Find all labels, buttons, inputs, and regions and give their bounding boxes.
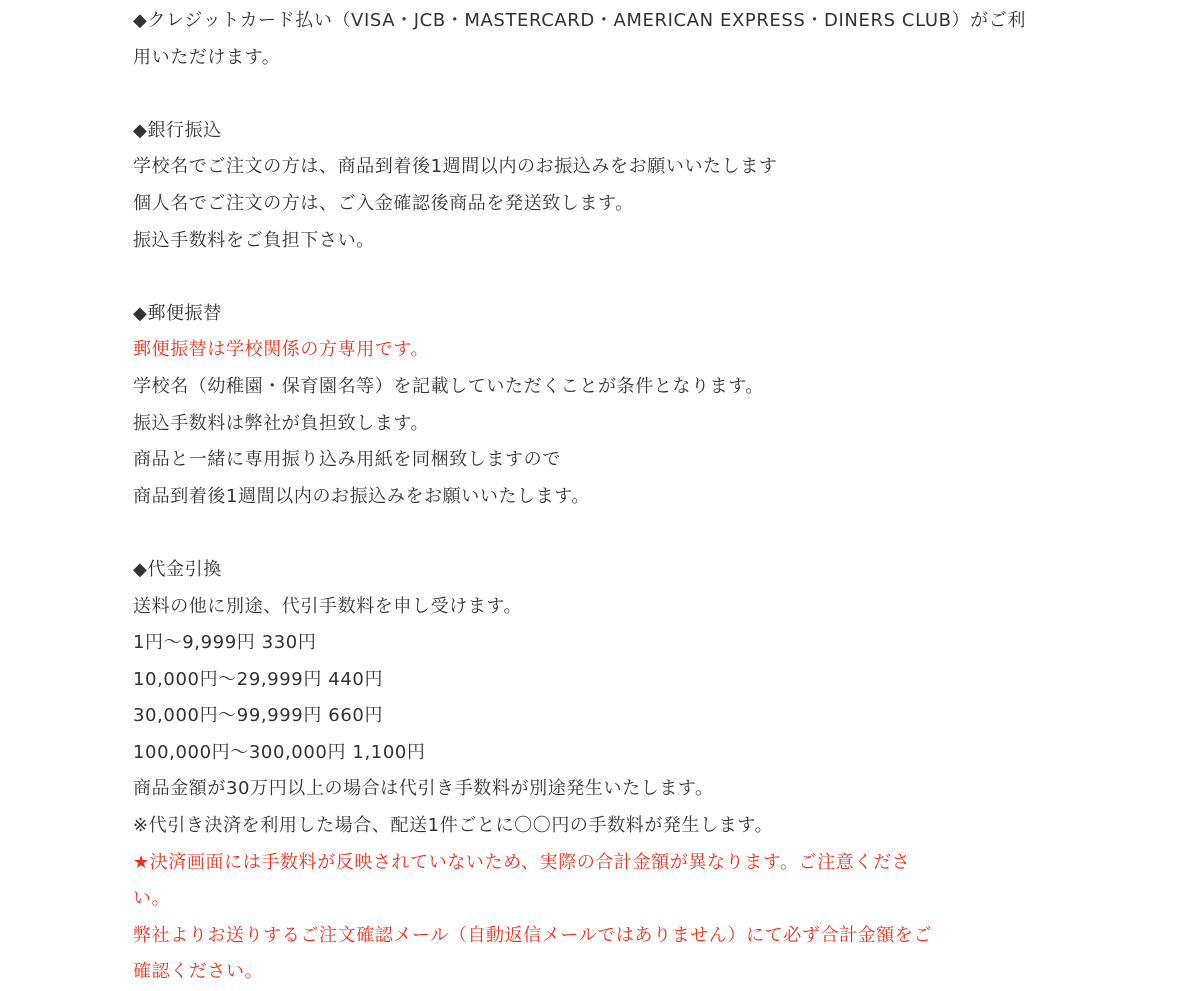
payment-methods-content bbox=[133, 3, 1033, 991]
bank-transfer-line: 学校名でご注文の方は、商品到着後1週間以内のお振込みをお願いいたします bbox=[133, 156, 778, 178]
cod-warning: 弊社よりお送りするご注文確認メール（自動返信メールではありません）にて必ず合計金額をご bbox=[133, 924, 933, 946]
bank-transfer-line: 個人名でご注文の方は、ご入金確認後商品を発送致します。 bbox=[133, 192, 634, 214]
postal-transfer-notice: 郵便振替は学校関係の方専用です。 bbox=[133, 339, 430, 361]
credit-card-text-line-1: ◆クレジットカード払い（VISA・JCB・MASTERCARD・AMERICAN EXPRESS・DINERS CLUB）がご利 bbox=[133, 10, 1026, 31]
cod-warning: 確認ください。 bbox=[133, 961, 264, 983]
cod-note: ※代引き決済を利用した場合、配送1件ごとに〇〇円の手数料が発生します。 bbox=[133, 815, 774, 837]
cod-fee-row: 1円〜9,999円 330円 bbox=[133, 632, 317, 654]
credit-card-text-line-2: 用いただけます。 bbox=[133, 46, 281, 68]
bank-transfer-heading: ◆銀行振込 bbox=[133, 119, 222, 141]
postal-transfer-line: 商品到着後1週間以内のお振込みをお願いいたします。 bbox=[133, 485, 591, 507]
bank-transfer-line: 振込手数料をご負担下さい。 bbox=[133, 229, 375, 251]
section-spacer bbox=[133, 515, 1033, 552]
cod-heading: ◆代金引換 bbox=[133, 558, 222, 580]
postal-transfer-line: 学校名（幼稚園・保育園名等）を記載していただくことが条件となります。 bbox=[133, 375, 764, 397]
cod-fee-row: 30,000円〜99,999円 660円 bbox=[133, 705, 384, 727]
cod-fee-row: 100,000円〜300,000円 1,100円 bbox=[133, 741, 426, 763]
section-spacer bbox=[133, 259, 1033, 296]
postal-transfer-line: 振込手数料は弊社が負担致します。 bbox=[133, 412, 430, 434]
postal-transfer-heading: ◆郵便振替 bbox=[133, 302, 222, 324]
postal-transfer-line: 商品と一緒に専用振り込み用紙を同梱致しますので bbox=[133, 449, 561, 471]
cod-warning: い。 bbox=[133, 888, 171, 910]
cod-warning: ★決済画面には手数料が反映されていないため、実際の合計金額が異なります。ご注意くださ bbox=[133, 851, 911, 873]
cod-fee-row: 10,000円〜29,999円 440円 bbox=[133, 668, 384, 690]
cod-intro: 送料の他に別途、代引手数料を申し受けます。 bbox=[133, 595, 523, 617]
cod-note: 商品金額が30万円以上の場合は代引き手数料が別途発生いたします。 bbox=[133, 778, 714, 800]
section-spacer bbox=[133, 76, 1033, 113]
